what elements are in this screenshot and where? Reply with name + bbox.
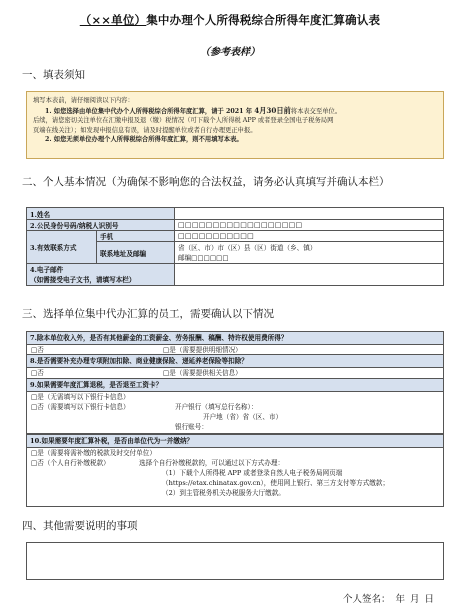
q9-bank-field[interactable]: 开户银行（填写总行名称）： xyxy=(175,403,258,411)
section-1-heading: 一、填表须知 xyxy=(22,69,85,81)
remarks-field[interactable] xyxy=(26,542,444,580)
q7-yes-checkbox[interactable]: □是（需要提供明细情况） xyxy=(163,346,242,354)
q9-place-field[interactable]: 开户地（省）省（区、市） xyxy=(203,413,283,421)
question-8-block xyxy=(26,354,444,379)
phone-label: 手机 xyxy=(97,231,175,242)
name-field[interactable] xyxy=(175,208,444,220)
address-line: 省（区、市）市（区）县（区）街道（乡、镇） xyxy=(178,243,317,252)
q9-yes-checkbox[interactable]: □是（无需填写以下银行卡信息） xyxy=(31,393,130,401)
q10-hint-row-2 xyxy=(27,478,443,488)
question-10: 10.如果需要年度汇算补税，是否由单位代为一并缴纳？ xyxy=(27,435,443,448)
instructions-item-2: 2. 如您无须单位办理个人所得税综合所得年度汇算，则不用填写本表。 xyxy=(45,136,243,144)
q9-account-field[interactable]: 银行账号： xyxy=(175,423,208,431)
address-label: 联系地址及邮编 xyxy=(97,242,175,264)
instructions-intro: 填写本表前，请仔细阅读以下内容： xyxy=(33,97,134,104)
question-7-block xyxy=(26,331,444,356)
id-number-field[interactable]: □□□□□□□□□□□□□□□□□□ xyxy=(175,220,444,231)
q10-hint-2: （https://etax.chinatax.gov.cn），使用网上银行、第三方支付等方式缴款； xyxy=(162,479,390,487)
q9-no-checkbox[interactable]: □否（需要填写以下银行卡信息） xyxy=(31,403,130,411)
email-field[interactable] xyxy=(175,264,444,286)
q8-no-checkbox[interactable]: □否 xyxy=(31,369,44,377)
q9-place-row xyxy=(27,412,443,422)
q10-no-checkbox[interactable]: □否（个人自行补缴税款） xyxy=(31,459,110,467)
instructions-box xyxy=(26,91,444,159)
section-3-heading: 三、选择单位集中代办汇算的员工，需要确认以下情况 xyxy=(22,308,274,320)
question-8: 8.是否需要补充办理专项附加扣除、商业健康保险、递延养老保险等扣除？ xyxy=(27,355,443,368)
form-subtitle: （参考表样） xyxy=(200,47,260,58)
q10-hint-1: （1）下载个人所得税 APP 或者登录自然人电子税务局网页端 xyxy=(162,469,343,477)
question-7: 7.除本单位收入外，是否有其他薪金的工资薪金、劳务报酬、稿酬、特许权使用费所得？ xyxy=(27,332,443,345)
deadline-text: 4月30日前 xyxy=(254,105,291,115)
personal-info-table xyxy=(26,207,444,286)
section-2-heading: 二、个人基本情况（为确保不影响您的合法权益，请务必认真填写并确认本栏） xyxy=(22,176,390,188)
phone-field[interactable]: □□□□□□□□□□□ xyxy=(175,231,444,242)
q10-no-row xyxy=(27,458,443,468)
postcode-field[interactable]: 邮编□□□□□□ xyxy=(178,253,229,262)
email-label: 4.电子邮件 xyxy=(30,265,64,274)
question-9: 9.如果需要年度汇算退税，是否退至工资卡？ xyxy=(27,379,443,392)
unit-placeholder: （××单位） xyxy=(79,13,147,27)
contact-label: 3.有效联系方式 xyxy=(27,231,97,264)
q10-hint-row-3 xyxy=(27,488,443,498)
question-10-block xyxy=(26,434,444,507)
q10-hint: 选择个自行补缴税款的，可以通过以下方式办理： xyxy=(139,459,285,467)
q9-account-row xyxy=(27,422,443,432)
q9-no-row xyxy=(27,402,443,412)
address-field[interactable] xyxy=(175,242,444,264)
instructions-item-1-cont: 后续，请您密切关注单位在汇缴申报及退（缴）税情况（可下载个人所得税 APP 或者登录全国电子税务局网 xyxy=(33,117,334,125)
instructions-item-1: 1. 如您选择由单位集中代办个人所得税综合所得年度汇算，请于 2021 年 4月30日前将本表交至单位。 xyxy=(45,105,342,115)
name-label: 1.姓名 xyxy=(27,208,175,220)
title-main: 集中办理个人所得税综合所得年度汇算确认表 xyxy=(146,13,381,27)
signature-line: 个人签名： 年 月 日 xyxy=(342,594,434,605)
id-label: 2.公民身份号码/纳税人识别号 xyxy=(27,220,175,231)
section-4-heading: 四、其他需要说明的事项 xyxy=(22,520,138,532)
question-9-block xyxy=(26,378,444,434)
q8-yes-checkbox[interactable]: □是（需要提供相关信息） xyxy=(163,369,242,377)
instructions-item-1-cont2: 页端在线关注）；如发现申报信息有误，请及时提醒单位或者自行办理更正申报。 xyxy=(33,126,257,134)
q10-hint-3: （2）到主管税务机关办税服务大厅缴款。 xyxy=(162,489,285,497)
email-note: （如需接受电子文书，请填写本栏） xyxy=(30,275,136,284)
q10-yes-checkbox[interactable]: □是（需要将需补缴的税款及时交付单位） xyxy=(31,449,156,457)
email-label-cell xyxy=(27,264,175,286)
form-title xyxy=(0,12,460,28)
q7-no-checkbox[interactable]: □否 xyxy=(31,346,44,354)
q10-hint-row-1 xyxy=(27,468,443,478)
question-8-options xyxy=(27,368,443,378)
